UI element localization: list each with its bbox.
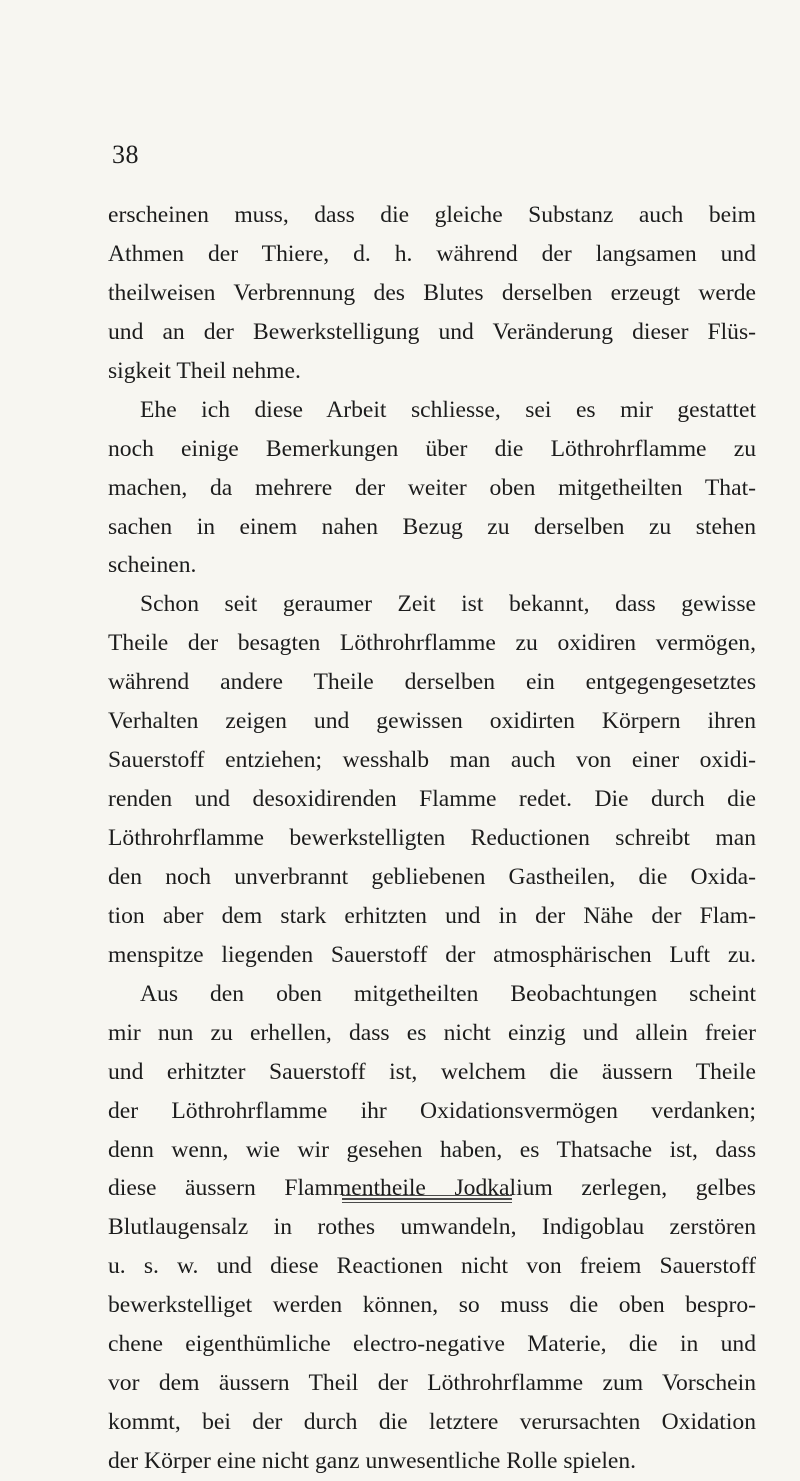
- text-line: u. s. w. und diese Reactionen nicht von freiem Sauerstoff: [108, 1253, 756, 1280]
- text-line: theilweisen Verbrennung des Blutes derselben erzeugt werde: [108, 279, 756, 306]
- text-line: kommt, bei der durch die letztere verursachten Oxidation: [108, 1409, 756, 1436]
- text-line: sachen in einem nahen Bezug zu derselben zu stehen: [108, 513, 756, 540]
- text-line: tion aber dem stark erhitzten und in der Nähe der Flam-: [108, 902, 756, 929]
- rule-line: [342, 1202, 512, 1203]
- text-line: bewerkstelliget werden können, so muss die oben bespro-: [108, 1292, 756, 1319]
- page-number: 38: [112, 140, 139, 169]
- text-line: Löthrohrflamme bewerkstelligten Reductionen schreibt man: [108, 825, 756, 851]
- text-line: diese äussern Flammentheile Jodkalium zerlegen, gelbes: [108, 1175, 756, 1202]
- text-line: renden und desoxidirenden Flamme redet. Die durch die: [108, 786, 756, 813]
- text-line: denn wenn, wie wir gesehen haben, es Thatsache ist, dass: [108, 1136, 756, 1163]
- text-line: Schon seit geraumer Zeit ist bekannt, dass gewisse: [140, 591, 756, 618]
- text-line: chene eigenthümliche electro-negative Materie, die in und: [108, 1331, 756, 1358]
- text-line: menspitze liegenden Sauerstoff der atmosphärischen Luft zu.: [108, 941, 756, 968]
- text-line: und an der Bewerkstelligung und Veränderung dieser Flüs-: [108, 318, 756, 345]
- text-line: Verhalten zeigen und gewissen oxidirten Körpern ihren: [108, 708, 756, 735]
- text-line: der Körper eine nicht ganz unwesentliche Rolle spielen.: [108, 1448, 637, 1474]
- text-line: Sauerstoff entziehen; wesshalb man auch von einer oxidi-: [108, 747, 756, 774]
- text-line: während andere Theile derselben ein entgegengesetztes: [108, 669, 756, 696]
- text-line: erscheinen muss, dass die gleiche Substanz auch beim: [108, 202, 756, 228]
- rule-line: [342, 1198, 512, 1200]
- text-line: und erhitzter Sauerstoff ist, welchem die äussern Theile: [108, 1058, 756, 1085]
- text-line: Blutlaugensalz in rothes umwandeln, Indigoblau zerstören: [108, 1214, 756, 1241]
- text-line: mir nun zu erhellen, dass es nicht einzig und allein freier: [108, 1019, 756, 1046]
- text-line: machen, da mehrere der weiter oben mitgetheilten That-: [108, 474, 756, 501]
- text-line: den noch unverbrannt gebliebenen Gastheilen, die Oxida-: [108, 863, 756, 890]
- body-text: [108, 196, 756, 1481]
- text-line: scheinen.: [108, 552, 197, 579]
- text-line: Ehe ich diese Arbeit schliesse, sei es mir gestattet: [140, 396, 756, 423]
- text-line: vor dem äussern Theil der Löthrohrflamme zum Vorschein: [108, 1370, 756, 1397]
- rule-line: [342, 1195, 512, 1196]
- text-line: Theile der besagten Löthrohrflamme zu oxidiren vermögen,: [108, 630, 756, 657]
- text-line: Athmen der Thiere, d. h. während der langsamen und: [108, 240, 756, 267]
- text-line: noch einige Bemerkungen über die Löthrohrflamme zu: [108, 435, 756, 462]
- text-line: Aus den oben mitgetheilten Beobachtungen scheint: [140, 980, 756, 1007]
- text-line: sigkeit Theil nehme.: [108, 357, 301, 384]
- text-line: der Löthrohrflamme ihr Oxidationsvermögen verdanken;: [108, 1097, 756, 1124]
